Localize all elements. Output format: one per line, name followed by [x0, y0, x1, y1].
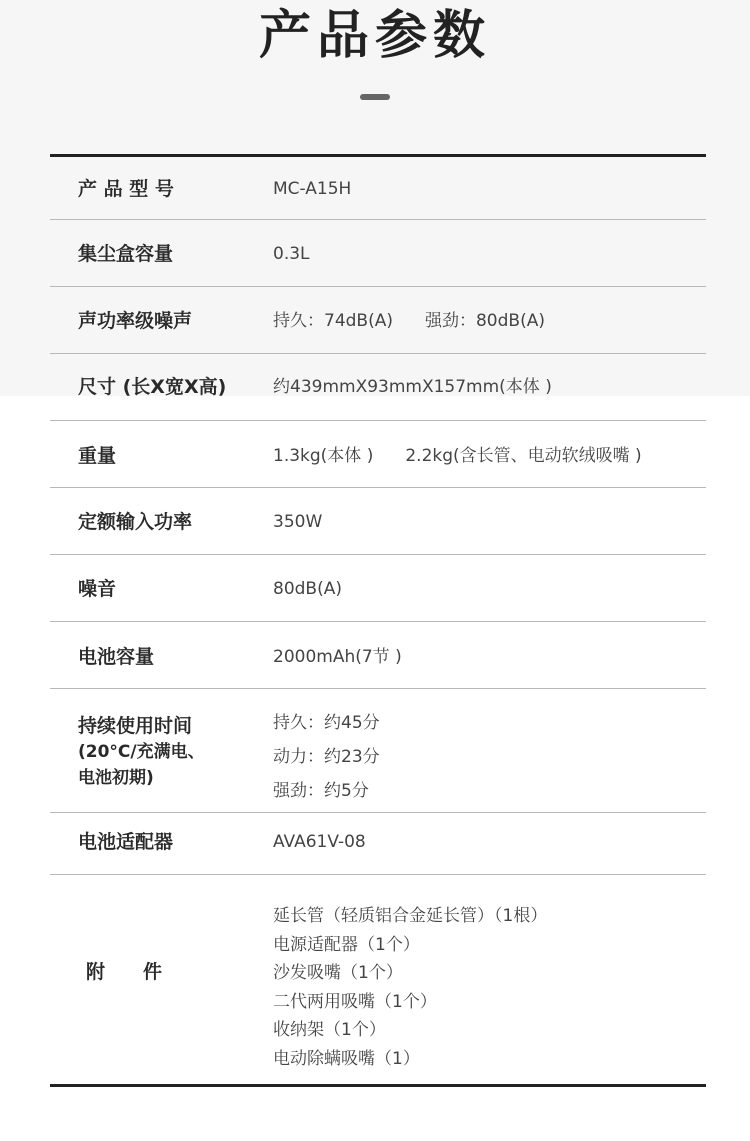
spec-row-dimensions: [50, 354, 706, 421]
spec-label: 附 件: [86, 961, 163, 983]
spec-value: [273, 902, 547, 1074]
spec-value-line: 收纳架（1个）: [273, 1020, 386, 1041]
spec-value: 2000mAh(7节 ): [273, 647, 402, 667]
spec-value-line: 动力：约23分: [273, 747, 380, 767]
spec-label: 声功率级噪声: [78, 310, 193, 332]
title-underline-bar: [360, 94, 390, 100]
spec-value: 350W: [273, 512, 323, 532]
spec-value-line: 沙发吸嘴（1个）: [273, 963, 403, 984]
spec-value: 80dB(A): [273, 579, 342, 599]
spec-value: 0.3L: [273, 244, 310, 264]
spec-row-accessories: [50, 875, 706, 1087]
spec-row-weight: [50, 421, 706, 488]
spec-value: [273, 308, 545, 334]
spec-value-part: 持久：74dB(A): [273, 311, 393, 331]
spec-row-battery-capacity: [50, 622, 706, 689]
spec-value-line: 二代两用吸嘴（1个）: [273, 991, 437, 1012]
spec-value: [273, 706, 380, 808]
spec-label: 尺寸 (长X宽X高): [78, 376, 227, 398]
spec-value-part: 1.3kg(本体 ): [273, 446, 374, 466]
spec-value-line: 电源适配器（1个）: [273, 934, 420, 955]
spec-value-line: 强劲：约5分: [273, 781, 369, 801]
spec-row-sound-power: [50, 287, 706, 354]
spec-row-model: [50, 157, 706, 220]
spec-label-line: (20°C/充满电、: [78, 742, 205, 762]
page-title: 产品参数: [258, 6, 491, 66]
spec-label: 产 品 型 号: [78, 178, 174, 200]
spec-label: 集尘盒容量: [78, 243, 174, 265]
section-header: [0, 0, 750, 150]
spec-label: 定额输入功率: [78, 511, 193, 533]
spec-label: 重量: [78, 445, 117, 467]
spec-label: 电池适配器: [78, 831, 174, 853]
spec-value-part: 2.2kg(含长管、电动软绒吸嘴 ): [405, 446, 642, 466]
spec-value-part: 强劲：80dB(A): [424, 311, 545, 331]
spec-value-line: 电动除螨吸嘴（1）: [273, 1048, 420, 1069]
spec-table: [50, 154, 706, 1087]
spec-label: [78, 713, 205, 791]
spec-value-line: 延长管（轻质铝合金延长管）（1根）: [273, 906, 548, 926]
spec-label-line: 电池初期): [78, 768, 154, 788]
spec-row-noise: [50, 555, 706, 622]
spec-value: [273, 443, 642, 469]
spec-row-rated-power: [50, 488, 706, 555]
spec-row-runtime: [50, 689, 706, 813]
spec-label: 电池容量: [78, 646, 155, 668]
spec-label-line: 持续使用时间: [78, 715, 193, 737]
spec-row-dust-box: [50, 220, 706, 287]
spec-value: MC-A15H: [273, 179, 352, 199]
spec-value: 约439mmX93mmX157mm(本体 ): [273, 377, 552, 397]
spec-row-adapter: [50, 813, 706, 875]
spec-value-line: 持久：约45分: [273, 713, 380, 733]
spec-value: AVA61V-08: [273, 832, 366, 852]
spec-label: 噪音: [78, 578, 117, 600]
